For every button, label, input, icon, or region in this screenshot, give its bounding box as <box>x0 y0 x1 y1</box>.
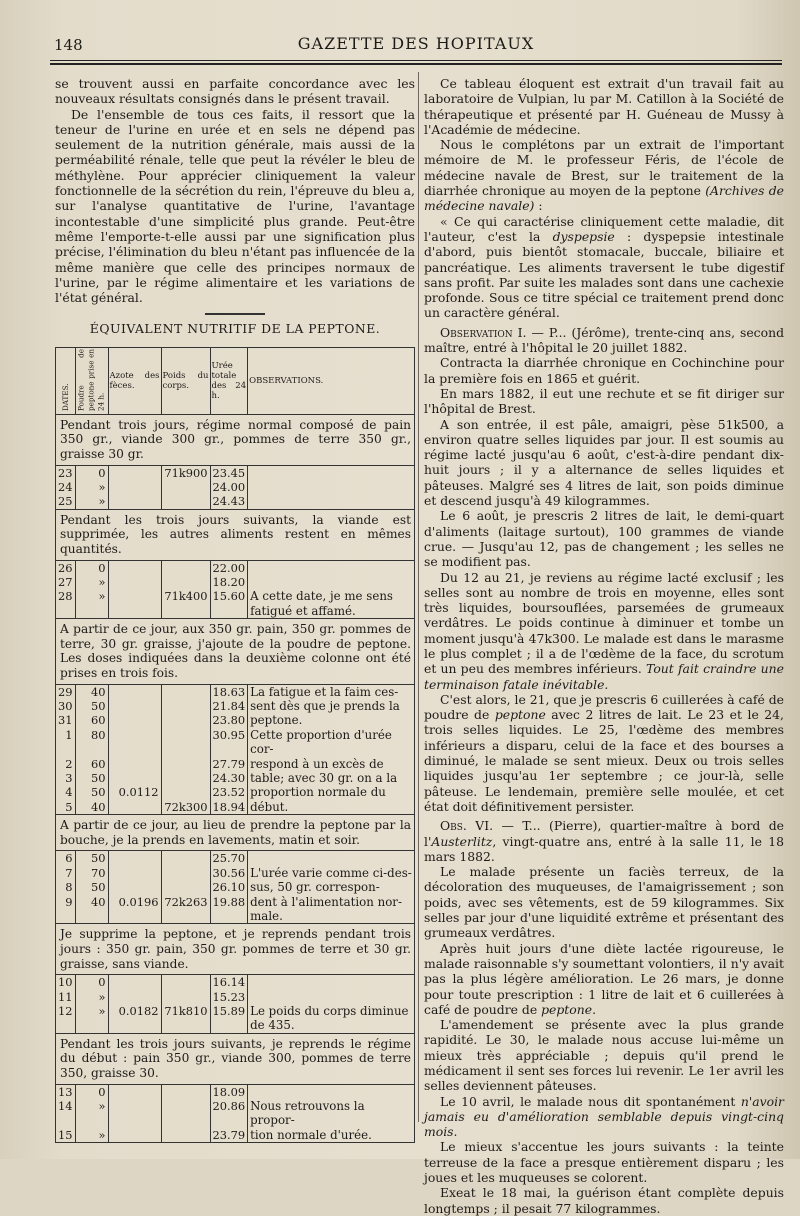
section-title: ÉQUIVALENT NUTRITIF DE LA PEPTONE. <box>89 321 381 337</box>
table-cell-poudre: » <box>75 1004 108 1018</box>
table-cell-uree: 30.95 <box>210 728 248 757</box>
table-row <box>56 866 415 880</box>
table-row <box>56 1099 415 1128</box>
table-cell-poudre: » <box>75 494 108 509</box>
paragraph: Exeat le 18 mai, la guérison étant complète depuis longtemps ; il pesait 77 kilogrammes. <box>424 1185 784 1216</box>
text: avec 2 litres de lait. Le 23 et le 24, trois selles liquides. Le 25, l'œdème des membres inférieurs a disparu, celui de la face et des bourses a diminué, le malade se sent mieux. Deux ou trois selles liquides jusqu'au 1er septembre ; ce jour-là, selle pâteuse. Le lendemain, première selle moulée, et cet état doit définitivement persister. <box>424 707 784 814</box>
paragraph <box>424 941 784 1017</box>
table-cell-azote <box>108 465 161 480</box>
table-cell-obs: Le poids du corps diminue <box>248 1004 415 1018</box>
table-cell-azote <box>108 684 161 699</box>
table-row <box>56 494 415 509</box>
table-cell-poids <box>161 851 210 866</box>
paragraph: En mars 1882, il eut une rechute et se fit diriger sur l'hôpital de Brest. <box>424 385 784 417</box>
table-cell-date: 11 <box>56 990 76 1004</box>
table-cell-date: 5 <box>56 800 76 815</box>
observation-label: Observation I. <box>440 324 527 340</box>
table-cell-azote <box>108 975 161 990</box>
table-row <box>56 975 415 990</box>
table-cell-poids <box>161 604 210 619</box>
table-cell-poids <box>161 684 210 699</box>
table-row <box>56 699 415 713</box>
text: Après huit jours d'une diète lactée rigoureuse, le malade raisonnable s'y soumettant volontiers, il n'y avait pas la plus légère amélioration. Le 26 mars, je donne pour toute prescription : 1 litre de lait et 6 cuillerées à café de poudre de <box>424 940 784 1017</box>
left-column <box>55 76 415 1143</box>
table-cell-date: 15 <box>56 1128 76 1143</box>
table-cell-poudre: 70 <box>75 866 108 880</box>
citation: (Archives de médecine navale) <box>424 183 784 214</box>
table-cell-poids <box>161 785 210 799</box>
right-column <box>424 76 784 1216</box>
table-cell-poudre: » <box>75 1099 108 1128</box>
table-cell-poids <box>161 1128 210 1143</box>
text: « Ce qui caractérise cliniquement cette maladie, dit l'auteur, c'est la <box>424 213 784 244</box>
table-cell-poudre: 40 <box>75 895 108 909</box>
paragraph <box>424 692 784 814</box>
table-cell-uree: 24.43 <box>210 494 248 509</box>
paragraph <box>424 214 784 321</box>
table-cell-date <box>56 1018 76 1033</box>
table-cell-azote <box>108 728 161 757</box>
table-row <box>56 990 415 1004</box>
col-header-azote: Azote des fèces. <box>108 347 161 414</box>
text: : <box>534 198 543 214</box>
table-note-row <box>56 815 415 851</box>
table-cell-poudre: » <box>75 990 108 1004</box>
table-cell-uree: 18.09 <box>210 1084 248 1099</box>
table-cell-obs: Nous retrouvons la propor- <box>248 1099 415 1128</box>
paragraph: A son entrée, il est pâle, amaigri, pèse 51k500, a environ quatre selles liquides par jour. Il est soumis au régime lacté jusqu'au 6 août, c'est-à-dire pendant dix-huit jours ; il y a alternance de selles liquides et pâteuses. Malgré ses 4 litres de lait, son poids diminue et descend jusqu'à 49 kilogrammes. <box>424 416 784 509</box>
table-cell-obs: Cette proportion d'urée cor- <box>248 728 415 757</box>
table-note: Pendant trois jours, régime normal composé de pain 350 gr., viande 300 gr., pommes de terre 350 gr., graisse 30 gr. <box>56 414 415 465</box>
paragraph <box>424 325 784 356</box>
emphasis: dyspepsie <box>552 228 615 244</box>
table-cell-uree: 15.23 <box>210 990 248 1004</box>
table-cell-uree: 18.94 <box>210 800 248 815</box>
section-separator <box>205 313 265 315</box>
text: Du 12 au 21, je reviens au régime lacté exclusif ; les selles sont au nombre de trois en moyenne, elles sont très liquides, boursouflées, parsemées de grumeaux verdâtres. Le poids continue à diminuer et tombe un moment jusqu'à 47k300. Le malade est dans le marasme le plus complet ; il a de l'œdème de la face, du scrotum et un peu des membres inférieurs. <box>424 569 784 677</box>
table-cell-obs: proportion normale du <box>248 785 415 799</box>
table-note: Je supprime la peptone, et je reprends pendant trois jours : 350 gr. pain, 350 gr. pommes de terre et 30 gr. graisse, sans viande. <box>56 924 415 975</box>
emphasis: n'avoir jamais eu d'amélioration semblable depuis vingt-cinq mois <box>424 1093 784 1140</box>
table-cell-poids <box>161 575 210 589</box>
table-cell-azote <box>108 800 161 815</box>
table-cell-uree: 15.60 <box>210 589 248 603</box>
table-cell-date <box>56 909 76 924</box>
table-cell-uree: 23.45 <box>210 465 248 480</box>
paragraph <box>424 818 784 864</box>
table-cell-date <box>56 604 76 619</box>
table-cell-obs: table; avec 30 gr. on a la <box>248 771 415 785</box>
table-row <box>56 880 415 894</box>
table-cell-azote <box>108 713 161 727</box>
table-cell-date: 9 <box>56 895 76 909</box>
table-cell-poids <box>161 909 210 924</box>
table-cell-poids <box>161 880 210 894</box>
table-cell-poids <box>161 728 210 757</box>
table-cell-poudre: 50 <box>75 880 108 894</box>
table-cell-poudre: 0 <box>75 465 108 480</box>
col-header-poids: Poids du corps. <box>161 347 210 414</box>
table-row <box>56 800 415 815</box>
table-cell-azote <box>108 990 161 1004</box>
table-cell-uree <box>210 604 248 619</box>
table-cell-date: 25 <box>56 494 76 509</box>
table-note-row <box>56 509 415 560</box>
header-rule <box>50 60 782 61</box>
text: Nous le complétons par un extrait de l'important mémoire de M. le professeur Féris, de l'école de médecine navale de Brest, sur le traitement de la diarrhée chronique au moyen de la peptone <box>424 137 784 199</box>
table-cell-obs <box>248 465 415 480</box>
table-cell-obs <box>248 990 415 1004</box>
table-cell-obs: début. <box>248 800 415 815</box>
col-header-dates: DATES. <box>56 347 76 414</box>
text: : dyspepsie intestinale d'abord, puis bientôt stomacale, buccale, biliaire et pancréatique. Les aliments traversent le tube digestif sans profit. Par suite les malades sont dans une cachexie profonde. Sous ce titre spécial ce traitement prend donc un caractère général. <box>424 228 784 321</box>
table-cell-poids: 72k300 <box>161 800 210 815</box>
table-cell-poudre: 50 <box>75 785 108 799</box>
table-cell-azote <box>108 589 161 603</box>
paragraph: se trouvent aussi en parfaite concordance avec les nouveaux résultats consignés dans le présent travail. <box>55 76 415 107</box>
table-cell-obs <box>248 494 415 509</box>
table-cell-azote <box>108 851 161 866</box>
table-cell-poids <box>161 494 210 509</box>
table-cell-obs: sent dès que je prends la <box>248 699 415 713</box>
table-row <box>56 1128 415 1143</box>
paragraph: Le mieux s'accentue les jours suivants : la teinte terreuse de la face a presque entièrement disparu ; les joues et les muqueuses se colorent. <box>424 1139 784 1186</box>
paragraph: De l'ensemble de tous ces faits, il ressort que la teneur de l'urine en urée et en sels ne dépend pas seulement de la nutrition générale, mais aussi de la perméabilité rénale, telle que peut la révéler le bleu de méthylène. Pour apprécier cliniquement la valeur fonctionnelle de la sécrétion du rein, l'épreuve du bleu a, sur l'analyse quantitative de l'urine, l'avantage incontestable d'une simplicité plus grande. Peut-être même l'emporte-t-elle aussi par une signification plus précise, l'élimination du bleu n'étant pas influencée de la même manière que celle des principes normaux de l'urine, par le régime alimentaire et les variations de l'état général. <box>55 106 415 306</box>
table-cell-uree: 25.70 <box>210 851 248 866</box>
table-cell-poudre: 50 <box>75 699 108 713</box>
table-cell-azote <box>108 1018 161 1033</box>
table-cell-poids <box>161 699 210 713</box>
emphasis: peptone <box>541 1001 593 1017</box>
table-cell-poudre: » <box>75 575 108 589</box>
table-row <box>56 604 415 619</box>
table-cell-azote <box>108 575 161 589</box>
col-header-poudre: Poudre de peptone prise en 24 h. <box>75 347 108 414</box>
table-cell-obs: respond à un excès de <box>248 757 415 771</box>
table-row <box>56 771 415 785</box>
text: . <box>592 1001 597 1017</box>
text: C'est alors, le 21, que je prescris 6 cuillerées à café de poudre de <box>424 691 784 723</box>
table-cell-date: 26 <box>56 560 76 575</box>
col-header-uree: Urée totale des 24 h. <box>210 347 248 414</box>
table-cell-date: 13 <box>56 1084 76 1099</box>
table-cell-poudre: 50 <box>75 771 108 785</box>
table-cell-poids <box>161 480 210 494</box>
table-cell-uree: 16.14 <box>210 975 248 990</box>
emphasis: peptone <box>494 707 546 723</box>
table-cell-uree: 19.88 <box>210 895 248 909</box>
table-cell-date: 3 <box>56 771 76 785</box>
table-cell-obs <box>248 1084 415 1099</box>
table-cell-date: 8 <box>56 880 76 894</box>
table-cell-poudre: 60 <box>75 757 108 771</box>
table-cell-date: 12 <box>56 1004 76 1018</box>
table-cell-date: 6 <box>56 851 76 866</box>
table-row <box>56 909 415 924</box>
table-cell-poudre: 40 <box>75 800 108 815</box>
emphasis: Tout fait craindre une terminaison fatale inévitable. <box>424 661 784 692</box>
text: Le 10 avril, le malade nous dit spontanément <box>440 1093 736 1109</box>
table-row <box>56 785 415 799</box>
table-cell-azote <box>108 1084 161 1099</box>
peptone-table <box>55 347 415 1143</box>
paragraph <box>424 1094 784 1140</box>
table-cell-date: 10 <box>56 975 76 990</box>
table-cell-poids <box>161 1018 210 1033</box>
table-cell-azote: 0.0112 <box>108 785 161 799</box>
table-cell-uree <box>210 1018 248 1033</box>
table-cell-obs: dent à l'alimentation nor- <box>248 895 415 909</box>
table-cell-poudre: 50 <box>75 851 108 866</box>
table-cell-poudre <box>75 604 108 619</box>
table-cell-poudre: » <box>75 1128 108 1143</box>
table-cell-azote <box>108 560 161 575</box>
table-cell-obs: fatigué et affamé. <box>248 604 415 619</box>
table-cell-poids <box>161 560 210 575</box>
table-cell-obs: peptone. <box>248 713 415 727</box>
table-note: A partir de ce jour, aux 350 gr. pain, 350 gr. pommes de terre, 30 gr. graisse, j'ajoute de la poudre de peptone. Les doses indiquées dans la deuxième colonne ont été prises en trois fois. <box>56 619 415 684</box>
table-cell-date: 23 <box>56 465 76 480</box>
table-cell-poids: 71k400 <box>161 589 210 603</box>
table-cell-obs <box>248 975 415 990</box>
table-cell-azote <box>108 480 161 494</box>
table-cell-date: 29 <box>56 684 76 699</box>
table-cell-obs <box>248 560 415 575</box>
table-header-row <box>56 347 415 414</box>
table-cell-obs: L'urée varie comme ci-des- <box>248 866 415 880</box>
table-cell-poudre: 0 <box>75 975 108 990</box>
table-cell-azote <box>108 880 161 894</box>
table-cell-azote <box>108 1128 161 1143</box>
emphasis: Austerlitz <box>431 833 493 849</box>
table-cell-obs: sus, 50 gr. correspon- <box>248 880 415 894</box>
table-cell-date: 30 <box>56 699 76 713</box>
text: — T... (Pierre), quartier-maître à bord de l' <box>424 818 784 849</box>
table-row <box>56 757 415 771</box>
table-cell-poudre <box>75 909 108 924</box>
table-cell-obs <box>248 480 415 494</box>
table-note: Pendant les trois jours suivants, la viande est supprimée, les autres aliments restent en mêmes quantités. <box>56 509 415 560</box>
header-rule-double <box>50 63 782 65</box>
table-cell-poids <box>161 975 210 990</box>
table-cell-obs: A cette date, je me sens <box>248 589 415 603</box>
table-cell-date: 28 <box>56 589 76 603</box>
table-cell-azote <box>108 699 161 713</box>
table-cell-poids <box>161 866 210 880</box>
text: , vingt-quatre ans, entré à la salle 11, le 18 mars 1882. <box>424 833 784 864</box>
publication-title: GAZETTE DES HOPITAUX <box>297 34 535 53</box>
table-cell-date: 31 <box>56 713 76 727</box>
table-cell-obs <box>248 575 415 589</box>
table-cell-azote <box>108 1099 161 1128</box>
table-cell-date: 24 <box>56 480 76 494</box>
table-cell-uree: 18.20 <box>210 575 248 589</box>
paragraph: Le malade présente un faciès terreux, de la décoloration des muqueuses, de l'amaigrissement ; son poids, avec ses vêtements, est de 59 kilogrammes. Six selles par jour d'une liquidité extrême et présentant des grumeaux verdâtres. <box>424 864 784 941</box>
table-row <box>56 465 415 480</box>
table-cell-poids <box>161 990 210 1004</box>
table-cell-poudre: 0 <box>75 560 108 575</box>
table-cell-poids <box>161 1099 210 1128</box>
table-cell-obs: tion normale d'urée. <box>248 1128 415 1143</box>
table-cell-azote <box>108 604 161 619</box>
table-cell-poudre: 0 <box>75 1084 108 1099</box>
table-row <box>56 560 415 575</box>
observation-label: Obs. VI. <box>440 818 494 834</box>
table-cell-poudre: 40 <box>75 684 108 699</box>
table-cell-obs: La fatigue et la faim ces- <box>248 684 415 699</box>
table-cell-obs <box>248 851 415 866</box>
table-cell-poudre: » <box>75 480 108 494</box>
table-cell-azote <box>108 909 161 924</box>
table-cell-uree: 23.52 <box>210 785 248 799</box>
table-cell-date: 7 <box>56 866 76 880</box>
paragraph: Le 6 août, je prescris 2 litres de lait, le demi-quart d'aliments (laitage surtout), 100 grammes de viande crue. — Jusqu'au 12, pas de changement ; les selles ne se modifient pas. <box>424 508 784 570</box>
table-cell-date: 2 <box>56 757 76 771</box>
table-cell-uree <box>210 909 248 924</box>
table-row <box>56 1018 415 1033</box>
page-header <box>50 30 782 58</box>
table-cell-azote <box>108 866 161 880</box>
paragraph: Contracta la diarrhée chronique en Cochinchine pour la première fois en 1865 et guérit. <box>424 355 784 386</box>
table-cell-date: 1 <box>56 728 76 757</box>
table-row <box>56 713 415 727</box>
table-note-row <box>56 1033 415 1084</box>
paragraph: L'amendement se présente avec la plus grande rapidité. Le 30, le malade nous accuse lui-même un mieux très appréciable ; depuis qu'il prend le médicament il sent ses forces lui revenir. Le 1er avril les selles deviennent pâteuses. <box>424 1017 784 1094</box>
table-cell-obs: de 435. <box>248 1018 415 1033</box>
table-cell-azote: 0.0182 <box>108 1004 161 1018</box>
table-row <box>56 1004 415 1018</box>
table-cell-poids: 71k810 <box>161 1004 210 1018</box>
col-header-observations: OBSERVATIONS. <box>248 347 415 414</box>
column-divider <box>418 72 419 1122</box>
paragraph <box>424 137 784 213</box>
table-cell-date: 14 <box>56 1099 76 1128</box>
table-row <box>56 851 415 866</box>
table-cell-uree: 26.10 <box>210 880 248 894</box>
text: — P... (Jérôme), trente-cinq ans, second maître, entré à l'hôpital le 20 juillet 1882. <box>424 324 784 356</box>
page-number: 148 <box>54 36 83 54</box>
table-cell-poudre: 80 <box>75 728 108 757</box>
table-cell-poids: 72k263 <box>161 895 210 909</box>
table-cell-uree: 23.80 <box>210 713 248 727</box>
table-note: A partir de ce jour, au lieu de prendre la peptone par la bouche, je la prends en lavements, matin et soir. <box>56 815 415 851</box>
table-cell-date: 27 <box>56 575 76 589</box>
table-row <box>56 728 415 757</box>
table-cell-uree: 20.86 <box>210 1099 248 1128</box>
table-cell-uree: 21.84 <box>210 699 248 713</box>
table-cell-uree: 24.00 <box>210 480 248 494</box>
table-cell-azote <box>108 771 161 785</box>
table-note-row <box>56 619 415 684</box>
table-cell-uree: 27.79 <box>210 757 248 771</box>
table-row <box>56 684 415 699</box>
table-cell-uree: 30.56 <box>210 866 248 880</box>
table-note: Pendant les trois jours suivants, je reprends le régime du début : pain 350 gr., viande 300, pommes de terre 350, graisse 30. <box>56 1033 415 1084</box>
text: . <box>453 1124 458 1140</box>
paragraph: Ce tableau éloquent est extrait d'un travail fait au laboratoire de Vulpian, lu par M. Catillon à la Société de thérapeutique et présenté par H. Guéneau de Mussy à l'Académie de médecine. <box>424 76 784 137</box>
table-cell-uree: 23.79 <box>210 1128 248 1143</box>
table-row <box>56 1084 415 1099</box>
table-cell-azote <box>108 494 161 509</box>
table-note-row <box>56 924 415 975</box>
table-cell-poids <box>161 771 210 785</box>
table-row <box>56 895 415 909</box>
table-cell-azote <box>108 757 161 771</box>
table-cell-poids: 71k900 <box>161 465 210 480</box>
table-cell-obs: male. <box>248 909 415 924</box>
table-cell-azote: 0.0196 <box>108 895 161 909</box>
table-row <box>56 480 415 494</box>
table-cell-poudre <box>75 1018 108 1033</box>
table-cell-poids <box>161 757 210 771</box>
table-cell-poudre: 60 <box>75 713 108 727</box>
table-cell-poudre: » <box>75 589 108 603</box>
table-cell-uree: 22.00 <box>210 560 248 575</box>
table-cell-uree: 24.30 <box>210 771 248 785</box>
table-cell-date: 4 <box>56 785 76 799</box>
table-row <box>56 589 415 603</box>
table-note-row <box>56 414 415 465</box>
table-cell-uree: 18.63 <box>210 684 248 699</box>
table-row <box>56 575 415 589</box>
table-cell-poids <box>161 713 210 727</box>
paragraph <box>424 570 784 692</box>
table-cell-poids <box>161 1084 210 1099</box>
table-cell-uree: 15.89 <box>210 1004 248 1018</box>
